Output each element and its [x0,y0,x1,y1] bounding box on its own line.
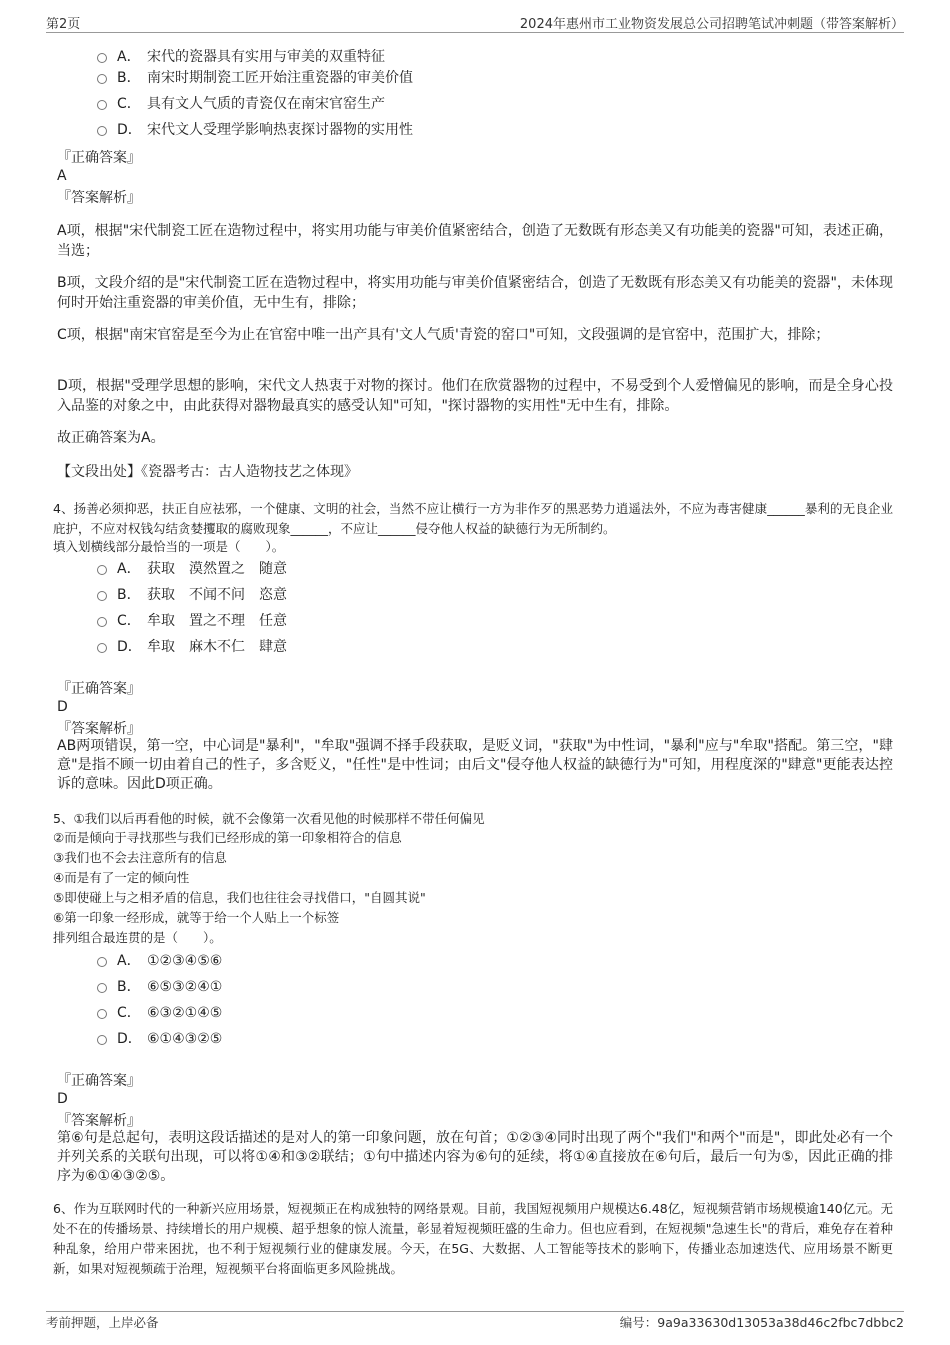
footer-divider [46,1311,904,1312]
q3-option-b[interactable]: B． 南宋时期制瓷工匠开始注重瓷器的审美价值 [97,67,413,89]
q5-answer-label: 『正确答案』 [57,1073,141,1089]
q4-option-b[interactable]: B． 获取 不闻不问 恣意 [97,584,287,606]
q5-line-2: ②而是倾向于寻找那些与我们已经形成的第一印象相符合的信息 [53,830,402,845]
q5-line-6: ⑥第一印象一经形成，就等于给一个人贴上一个标签 [53,910,340,925]
radio-icon[interactable] [97,565,107,575]
q3-option-a[interactable]: A． 宋代的瓷器具有实用与审美的双重特征 [97,46,385,68]
q3-answer-label: 『正确答案』 [57,150,141,166]
q5-analysis: 第⑥句是总起句，表明这段话描述的是对人的第一印象问题，放在句首；①②③④同时出现了两个"我们"和两个"而是"，即此处必有一个并列关系的关联句出现，可以将①④和③②联结；①句中描述内容为⑥句的延续，将①④直接放在⑥句后，最后一句为⑤，因此正确的排序为⑥①④③②⑤。 [57,1130,893,1184]
document-code-label: 编号： [619,1315,658,1330]
q3-conclusion: 故正确答案为A。 [57,430,165,446]
radio-icon[interactable] [97,983,107,993]
q4-option-d[interactable]: D． 牟取 麻木不仁 肆意 [97,636,287,658]
radio-icon[interactable] [97,53,107,63]
radio-icon[interactable] [97,100,107,110]
q4-option-a[interactable]: A． 获取 漠然置之 随意 [97,558,287,580]
q4-prompt: 填入划横线部分最恰当的一项是（ ）。 [53,539,285,554]
q3-answer: A [57,168,67,184]
page-footer [46,1313,904,1331]
q5-option-d[interactable]: D． ⑥①④③②⑤ [97,1028,222,1050]
q3-option-d[interactable]: D． 宋代文人受理学影响热衷探讨器物的实用性 [97,119,413,141]
radio-icon[interactable] [97,126,107,136]
q5-option-c[interactable]: C． ⑥③②①④⑤ [97,1002,222,1024]
q3-source: 【文段出处】《瓷器考古：古人造物技艺之体现》 [57,464,358,480]
q3-analysis-label: 『答案解析』 [57,190,141,206]
q4-stem: 4、扬善必须抑恶，扶正自应祛邪，一个健康、文明的社会，当然不应让横行一方为非作歹的黑恶势力逍遥法外，不应为毒害健康______暴利的无良企业庇护，不应对权钱勾结贪婪攫取的腐败现象______，不应让______侵夺他人权益的缺德行为无所制约。 [53,501,893,536]
header-divider [46,32,904,33]
radio-icon[interactable] [97,74,107,84]
q4-analysis: AB两项错误，第一空，中心词是"暴利"，"牟取"强调不择手段获取，是贬义词，"获取"为中性词，"暴利"应与"牟取"搭配。第三空，"肆意"是指不顾一切由着自己的性子，多含贬义，"任性"是中性词；由后文"侵夺他人权益的缺德行为"可知，用程度深的"肆意"更能表达控诉的意味。因此D项正确。 [57,738,893,792]
q5-line-5: ⑤即使碰上与之相矛盾的信息，我们也往往会寻找借口，"自圆其说" [53,890,426,905]
q4-analysis-label: 『答案解析』 [57,721,141,737]
q3-analysis-d: D项，根据"受理学思想的影响，宋代文人热衷于对物的探讨。他们在欣赏器物的过程中，不易受到个人爱憎偏见的影响，而是全身心投入品鉴的对象之中，由此获得对器物最真实的感受认知"可知，"探讨器物的实用性"无中生有，排除。 [57,378,893,414]
radio-icon[interactable] [97,1009,107,1019]
document-code [620,1313,904,1331]
q4-option-c[interactable]: C． 牟取 置之不理 任意 [97,610,287,632]
page-number: 第2页 [46,17,81,32]
document-code-value: 9a9a33630d13053a38d46c2fbc7dbbc2 [657,1315,904,1330]
q5-line-1: 5、①我们以后再看他的时候，就不会像第一次看见他的时候那样不带任何偏见 [53,811,485,826]
radio-icon[interactable] [97,617,107,627]
q4-answer: D [57,699,68,715]
q5-line-4: ④而是有了一定的倾向性 [53,870,190,885]
q6-stem: 6、作为互联网时代的一种新兴应用场景，短视频正在构成独特的网络景观。目前，我国短视频用户规模达6.48亿，短视频营销市场规模逾140亿元。无处不在的传播场景、持续增长的用户规模、超乎想象的惊人流量，彰显着短视频旺盛的生命力。但也应看到，在短视频"急速生长"的背后，难免存在着种种乱象，给用户带来困扰，也不利于短视频行业的健康发展。今天，在5G、大数据、人工智能等技术的影响下，传播业态加速迭代、应用场景不断更新，如果对短视频疏于治理，短视频平台将面临更多风险挑战。 [53,1201,893,1276]
q3-option-c[interactable]: C． 具有文人气质的青瓷仅在南宋官窑生产 [97,93,385,115]
q5-option-a[interactable]: A． ①②③④⑤⑥ [97,950,222,972]
q4-answer-label: 『正确答案』 [57,681,141,697]
radio-icon[interactable] [97,643,107,653]
footer-slogan: 考前押题，上岸必备 [46,1315,159,1330]
q5-prompt: 排列组合最连贯的是（ ）。 [53,930,222,945]
radio-icon[interactable] [97,1035,107,1045]
q5-line-3: ③我们也不会去注意所有的信息 [53,850,227,865]
document-title: 2024年惠州市工业物资发展总公司招聘笔试冲刺题（带答案解析） [519,17,904,32]
q3-analysis-b: B项，文段介绍的是"宋代制瓷工匠在造物过程中，将实用功能与审美价值紧密结合，创造了无数既有形态美又有功能美的瓷器"，未体现何时开始注重瓷器的审美价值，无中生有，排除； [57,275,893,311]
q3-analysis-c: C项，根据"南宋官窑是至今为止在官窑中唯一出产具有'文人气质'青瓷的窑口"可知，文段强调的是官窑中，范围扩大，排除； [57,327,830,343]
q5-option-b[interactable]: B． ⑥⑤③②④① [97,976,222,998]
q5-answer: D [57,1091,68,1107]
radio-icon[interactable] [97,591,107,601]
q5-analysis-label: 『答案解析』 [57,1113,141,1129]
radio-icon[interactable] [97,957,107,967]
q3-analysis-a: A项，根据"宋代制瓷工匠在造物过程中，将实用功能与审美价值紧密结合，创造了无数既有形态美又有功能美的瓷器"可知，表述正确，当选； [57,223,893,259]
page-header [46,13,904,31]
